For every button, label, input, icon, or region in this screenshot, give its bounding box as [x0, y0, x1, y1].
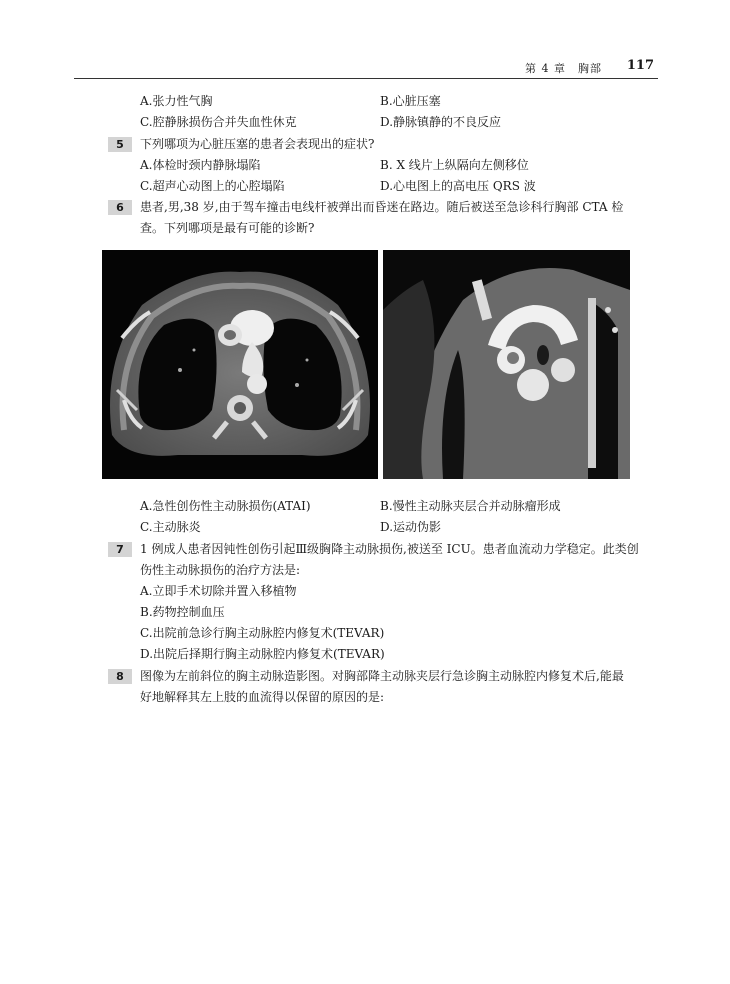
q5-stem: 下列哪项为心脏压塞的患者会表现出的症状? — [140, 137, 375, 151]
q6-option-a: A.急性创伤性主动脉损伤(ATAI) — [140, 499, 311, 513]
q7-option-a: A.立即手术切除并置入移植物 — [140, 584, 297, 598]
question-number-7: 7 — [108, 542, 132, 557]
q7-option-c: C.出院前急诊行胸主动脉腔内修复术(TEVAR) — [140, 626, 385, 640]
page-number: 117 — [626, 58, 654, 73]
question-number-8: 8 — [108, 669, 132, 684]
q4-option-a: A.张力性气胸 — [140, 94, 213, 108]
q6-stem-line1: 患者,男,38 岁,由于驾车撞击电线杆被弹出而昏迷在路边。随后被送至急诊科行胸部 CTA 检 — [140, 200, 624, 214]
q7-option-b: B.药物控制血压 — [140, 605, 225, 619]
q6-stem-line2: 查。下列哪项是最有可能的诊断? — [140, 221, 315, 235]
q4-option-d: D.静脉镇静的不良反应 — [380, 115, 502, 129]
q7-stem-line1: 1 例成人患者因钝性创伤引起Ⅲ级胸降主动脉损伤,被送至 ICU。患者血流动力学稳定。此类创 — [140, 542, 639, 556]
q8-stem-line2: 好地解释其左上肢的血流得以保留的原因的是: — [140, 690, 385, 704]
q6-option-b: B.慢性主动脉夹层合并动脉瘤形成 — [380, 499, 561, 513]
question-number-5: 5 — [108, 137, 132, 152]
q5-option-c: C.超声心动图上的心腔塌陷 — [140, 179, 285, 193]
q5-option-d: D.心电图上的高电压 QRS 波 — [380, 179, 536, 193]
q5-option-a: A.体检时颈内静脉塌陷 — [140, 158, 261, 172]
q7-option-d: D.出院后择期行胸主动脉腔内修复术(TEVAR) — [140, 647, 385, 661]
q8-stem-line1: 图像为左前斜位的胸主动脉造影图。对胸部降主动脉夹层行急诊胸主动脉腔内修复术后,能最 — [140, 669, 624, 683]
q6-option-c: C.主动脉炎 — [140, 520, 201, 534]
q4-option-b: B.心脏压塞 — [380, 94, 441, 108]
ct-sagittal-image — [383, 250, 630, 479]
q7-stem-line2: 伤性主动脉损伤的治疗方法是: — [140, 563, 301, 577]
q6-option-d: D.运动伪影 — [380, 520, 442, 534]
q5-option-b: B. X 线片上纵隔向左侧移位 — [380, 158, 529, 172]
ct-axial-image — [102, 250, 378, 479]
q4-option-c: C.腔静脉损伤合并失血性休克 — [140, 115, 297, 129]
question-number-6: 6 — [108, 200, 132, 215]
chapter-title: 第 4 章 胸部 — [525, 62, 602, 75]
running-header — [74, 56, 658, 79]
